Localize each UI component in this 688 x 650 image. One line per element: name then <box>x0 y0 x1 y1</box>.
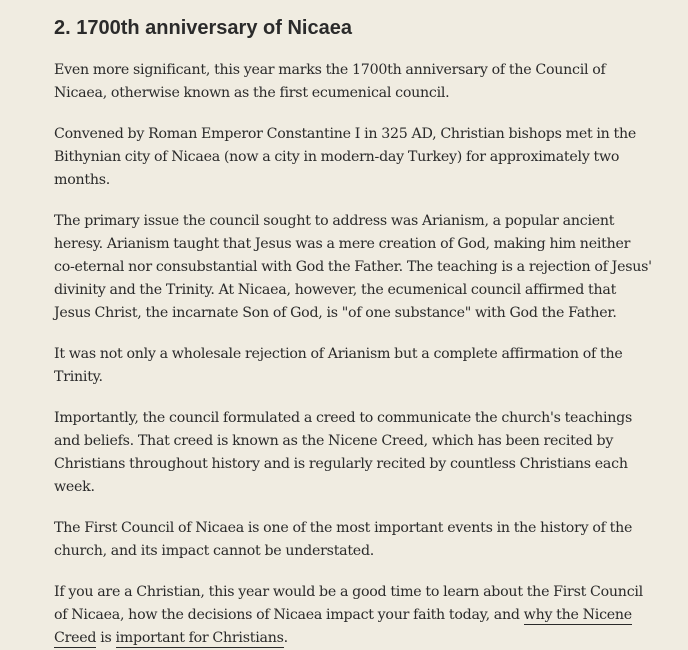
paragraph-closing <box>54 581 652 650</box>
paragraph-convened: Convened by Roman Emperor Constantine I in 325 AD, Christian bishops met in the Bithynian city of Nicaea (now a city in modern-day Turkey) for approximately two months. <box>54 126 636 188</box>
paragraph-creed: Importantly, the council formulated a creed to communicate the church's teachings and beliefs. That creed is known as the Nicene Creed, which has been recited by Christians throughout history and is regularly recited by countless Christians each week. <box>54 410 633 495</box>
important-for-christians-link[interactable]: important for Christians <box>115 630 284 646</box>
paragraph-arianism: The primary issue the council sought to address was Arianism, a popular ancient heresy. Arianism taught that Jesus was a mere creation of God, making him neither co-eternal nor consubstantial with God the Father. The teaching is a rejection of Jesus' divinity and the Trinity. At Nicaea, however, the ecumenical council affirmed that Jesus Christ, the incarnate Son of God, is "of one substance" with God the Father. <box>54 213 652 321</box>
closing-text-between: is <box>96 630 116 646</box>
closing-text-before: If you are a Christian, this year would be a good time to learn about the First Council of Nicaea, how the decisions of Nicaea impact your faith today, and <box>54 584 643 623</box>
paragraph-importance: The First Council of Nicaea is one of the most important events in the history of the church, and its impact cannot be understated. <box>54 520 633 559</box>
nicene-creed-link[interactable]: why the Nicene Creed <box>54 607 632 646</box>
paragraph-trinity: It was not only a wholesale rejection of Arianism but a complete affirmation of the Trinity. <box>54 346 623 385</box>
paragraph-anniversary: Even more significant, this year marks the 1700th anniversary of the Council of Nicaea, otherwise known as the first ecumenical council. <box>54 62 606 101</box>
closing-text-after: . <box>283 630 288 646</box>
section-heading: 2. 1700th anniversary of Nicaea <box>54 17 352 39</box>
